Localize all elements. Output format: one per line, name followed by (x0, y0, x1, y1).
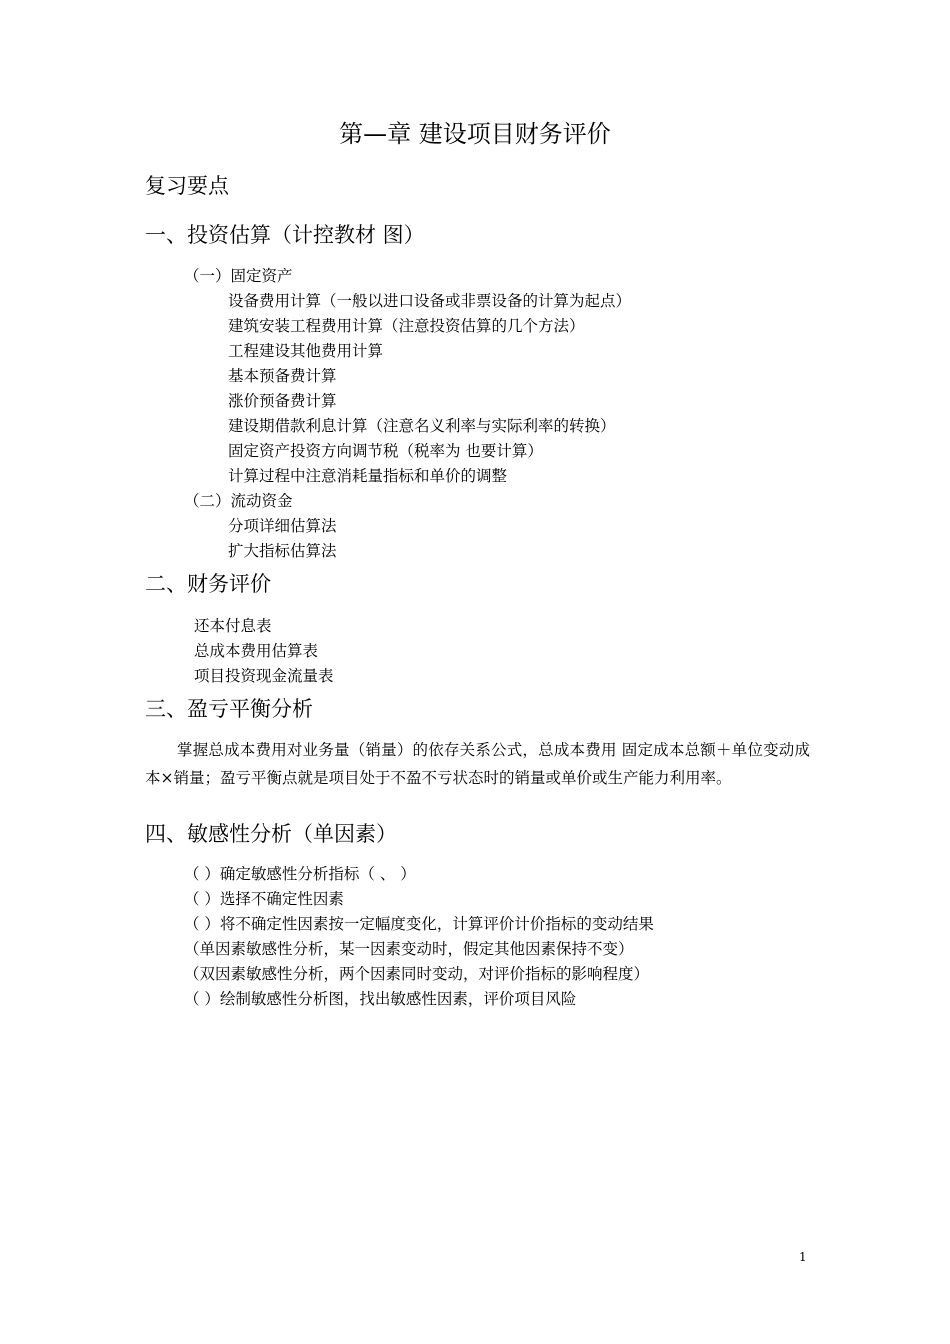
page-number: 1 (799, 1250, 807, 1264)
section-4-item: （ ）选择不确定性因素 (184, 890, 344, 908)
section-2-item: 还本付息表 (194, 617, 272, 635)
section-1-sub-1-item: 设备费用计算（一般以进口设备或非票设备的计算为起点） (228, 292, 632, 310)
section-4-heading: 四、敏感性分析（单因素） (145, 822, 397, 846)
section-3-heading: 三、盈亏平衡分析 (145, 697, 313, 721)
section-1-sub-1-item: 工程建设其他费用计算 (228, 342, 384, 360)
section-1-sub-2-item: 扩大指标估算法 (228, 542, 337, 560)
section-1-sub-1-item: 建设期借款利息计算（注意名义利率与实际利率的转换） (228, 417, 616, 435)
review-heading: 复习要点 (145, 174, 229, 198)
section-1-sub-1-item: 建筑安装工程费用计算（注意投资估算的几个方法） (228, 317, 585, 335)
section-2-heading: 二、财务评价 (145, 572, 271, 596)
section-1-sub-2-item: 分项详细估算法 (228, 517, 337, 535)
section-4-item: （ ）将不确定性因素按一定幅度变化，计算评价计价指标的变动结果 (184, 915, 654, 933)
section-1-sub-1-item: 固定资产投资方向调节税（税率为 也要计算） (228, 442, 543, 460)
section-4-item: （双因素敏感性分析，两个因素同时变动，对评价指标的影响程度） (184, 965, 650, 983)
section-4-item: （ ）确定敏感性分析指标（ 、 ） (184, 865, 416, 883)
section-4-item: （ ）绘制敏感性分析图，找出敏感性因素，评价项目风险 (184, 990, 577, 1008)
section-1-sub-1-item: 基本预备费计算 (228, 367, 337, 385)
section-1-sub-1-item: 涨价预备费计算 (228, 392, 337, 410)
section-2-item: 总成本费用估算表 (194, 642, 319, 660)
section-1-sub-1-item: 计算过程中注意消耗量指标和单价的调整 (228, 467, 508, 485)
chapter-title: 第—章 建设项目财务评价 (339, 120, 611, 148)
section-1-sub-1-label: （一）固定资产 (184, 267, 293, 285)
section-1-heading: 一、投资估算（计控教材 图） (145, 223, 425, 247)
section-1-sub-2-label: （二）流动资金 (184, 492, 293, 510)
section-2-item: 项目投资现金流量表 (194, 667, 334, 685)
section-3-paragraph: 掌握总成本费用对业务量（销量）的依存关系公式，总成本费用 固定成本总额＋单位变动成本×销量；盈亏平衡点就是项目处于不盈不亏状态时的销量或单价或生产能力利用率。 (145, 741, 810, 787)
section-4-item: （单因素敏感性分析，某一因素变动时，假定其他因素保持不变） (184, 940, 634, 958)
